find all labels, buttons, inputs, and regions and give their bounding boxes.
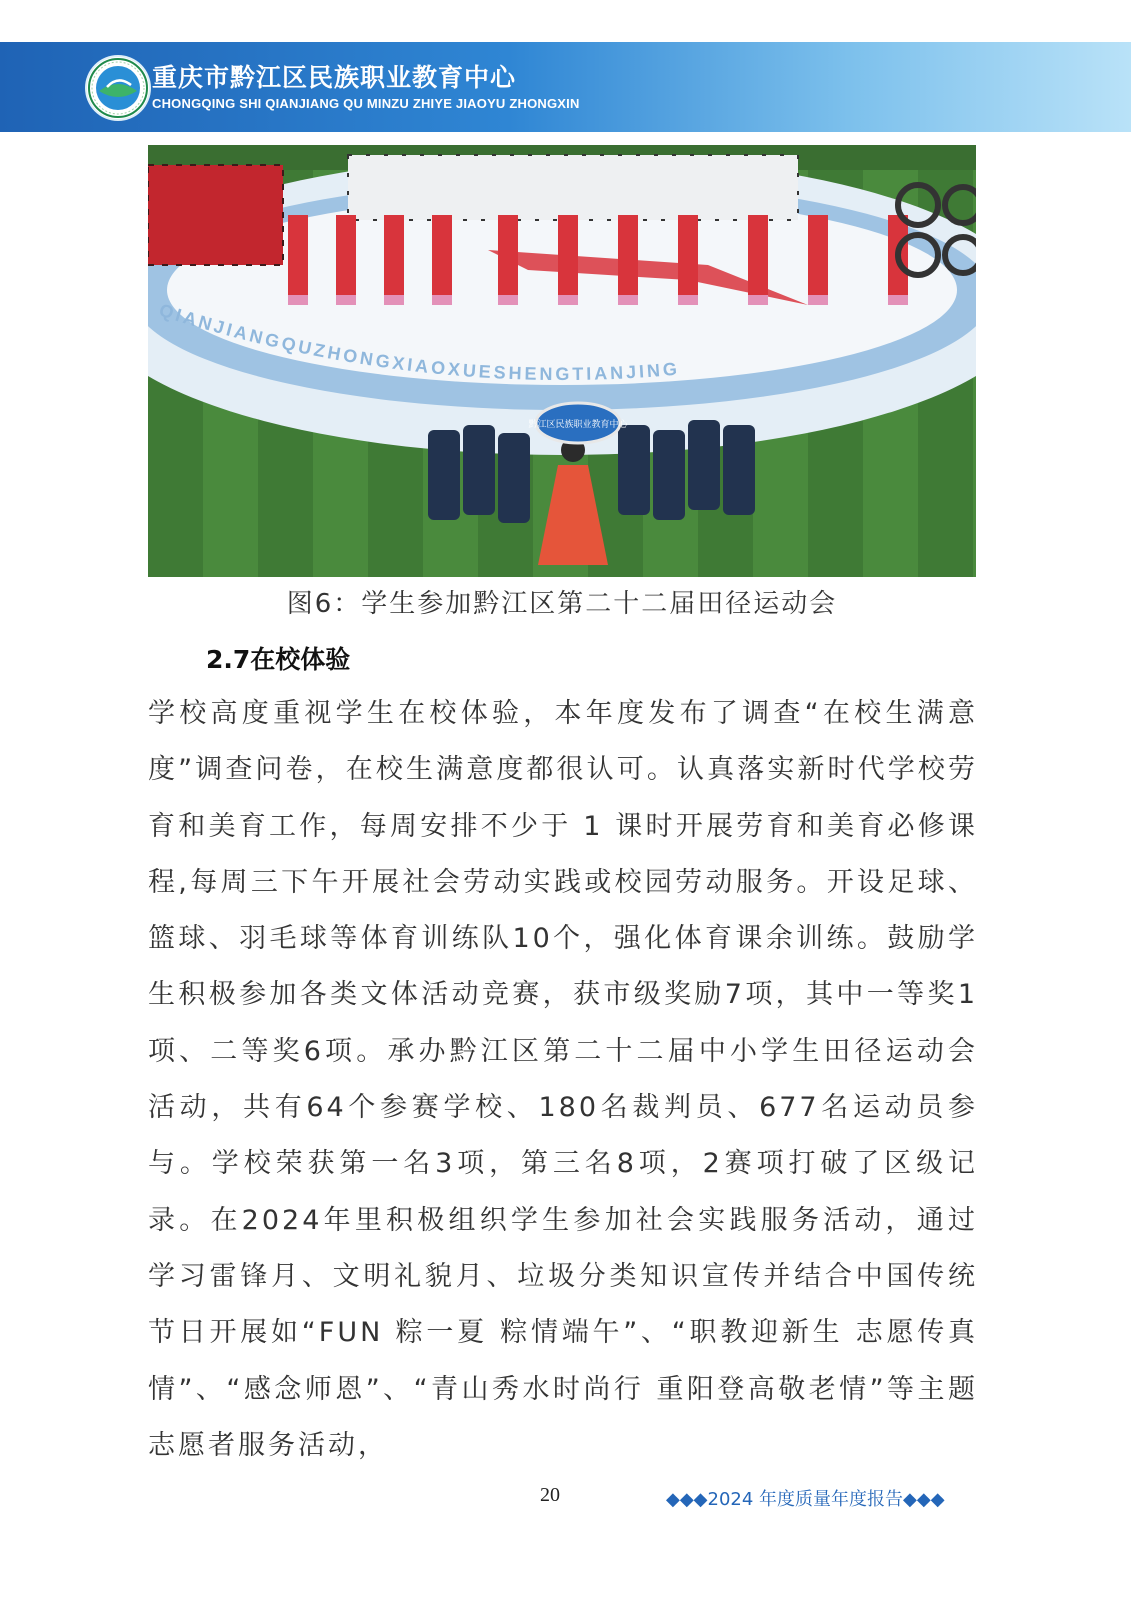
school-name-title: 重庆市黔江区民族职业教育中心 bbox=[152, 63, 517, 92]
stadium-ring-text: QIANJIANGQUZHONGXIAOXUESHENGTIANJING bbox=[156, 299, 681, 385]
student-group-red bbox=[148, 165, 283, 265]
sign-text: 黔江区民族职业教育中心 bbox=[528, 420, 628, 430]
report-footer-label: ◆◆◆2024 年度质量年度报告◆◆◆ bbox=[666, 1489, 945, 1510]
page-number: 20 bbox=[540, 1484, 560, 1506]
section-paragraph: 学校高度重视学生在校体验，本年度发布了调查“在校生满意度”调查问卷，在校生满意度都很认可。认真落实新时代学校劳育和美育工作，每周安排不少于 1 课时开展劳育和美育必修课程,每周三下午开展社会劳动实践或校园劳动服务。开设足球、篮球、羽毛球等体育训练队10个，强化体育课余训练。鼓励学生积极参加各类文体活动竞赛，获市级奖励7项，其中一等奖1项、二等奖6项。承办黔江区第二十二届中小学生田径运动会活动，共有64个参赛学校、180名裁判员、677名运动员参与。学校荣获第一名3项，第三名8项，2赛项打破了区级记录。在2024年里积极组织学生参加社会实践服务活动，通过学习雷锋月、文明礼貌月、垃圾分类知识宣传并结合中国传统节日开展如“FUN 粽一夏 粽情端午”、“职教迎新生 志愿传真情”、“感念师恩”、“青山秀水时尚行 重阳登高敬老情”等主题志愿者服务活动， bbox=[148, 698, 978, 1461]
student-group-white bbox=[348, 155, 798, 220]
school-logo-icon bbox=[87, 57, 149, 119]
sports-meet-photo bbox=[148, 145, 976, 577]
school-name-pinyin: CHONGQING SHI QIANJIANG QU MINZU ZHIYE JIAOYU ZHONGXIN bbox=[152, 96, 580, 111]
section-heading: 2.7在校体验 bbox=[206, 645, 351, 674]
figure-caption: 图6：学生参加黔江区第二十二届田径运动会 bbox=[286, 589, 838, 619]
